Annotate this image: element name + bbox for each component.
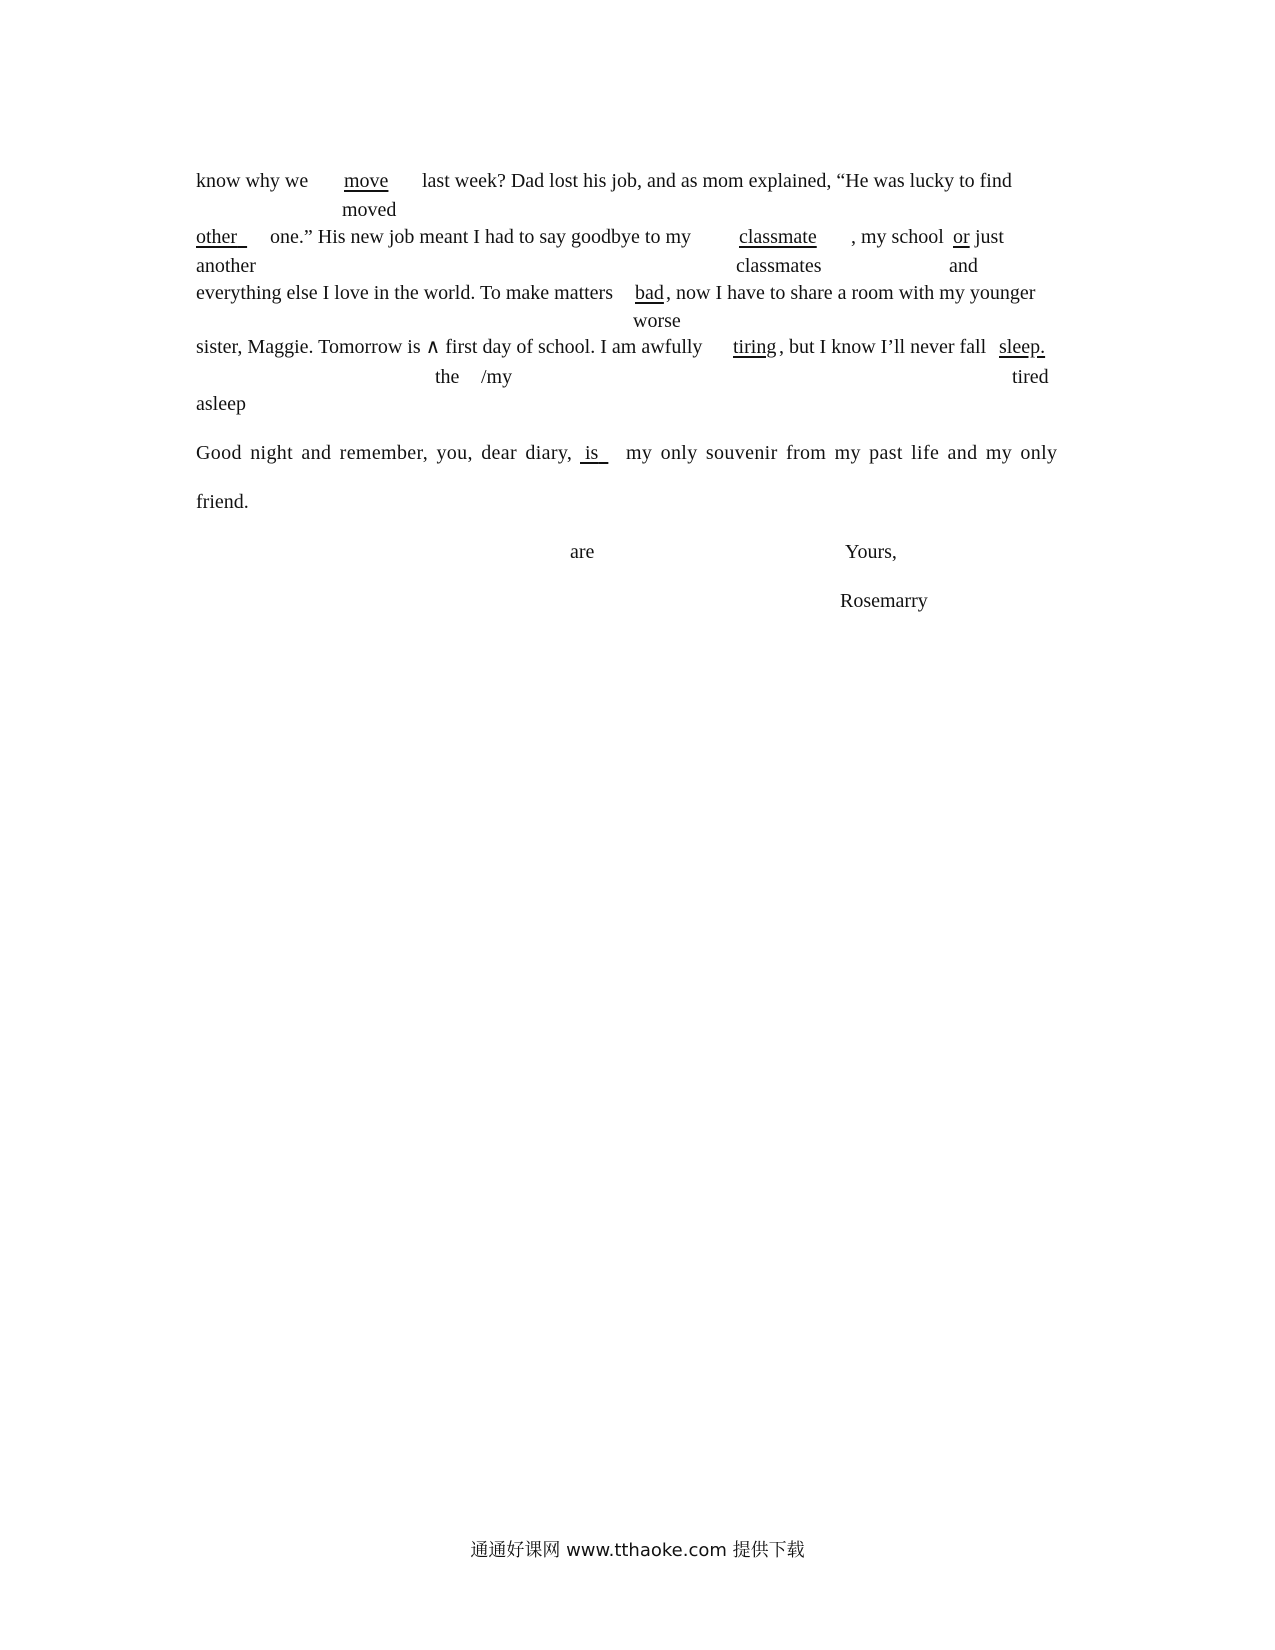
error-word-tiring: tiring	[733, 336, 777, 358]
error-word-bad: bad	[635, 282, 664, 304]
error-word-or: or	[953, 226, 970, 248]
error-word-move: move	[344, 170, 389, 192]
signature: Rosemarry	[840, 590, 928, 612]
correction-classmates: classmates	[736, 255, 822, 277]
correction-are: are	[570, 541, 595, 563]
text-line2-mid: one.” His new job meant I had to say goodbye to my	[270, 226, 692, 248]
correction-the: the	[435, 366, 460, 388]
text-line6: friend.	[196, 491, 249, 513]
text-line4-mid: , but I know I’ll never fall	[779, 336, 987, 358]
correction-moved: moved	[342, 199, 397, 221]
text-line2-school: , my school	[851, 226, 944, 248]
text-line4-start: sister, Maggie. Tomorrow is ∧ first day of school. I am awfully	[196, 336, 703, 358]
error-word-classmate: classmate	[739, 226, 817, 248]
text-line5-end: my only souvenir from my past life and my only	[626, 442, 1058, 464]
correction-my: /my	[481, 366, 513, 388]
correction-another: another	[196, 255, 256, 277]
text-line3-end: , now I have to share a room with my younger	[666, 282, 1036, 304]
correction-asleep: asleep	[196, 393, 246, 415]
text-line1-end: last week? Dad lost his job, and as mom explained, “He was lucky to find	[422, 170, 1012, 192]
error-word-other: other	[196, 226, 238, 248]
text-line1-start: know why we	[196, 170, 309, 192]
correction-tired: tired	[1012, 366, 1049, 388]
text-line5-start: Good night and remember, you, dear diary,	[196, 442, 573, 464]
error-word-is: is	[585, 442, 599, 464]
closing-yours: Yours,	[845, 541, 897, 563]
correction-worse: worse	[633, 310, 681, 332]
text-line2-just: just	[975, 226, 1004, 248]
correction-and: and	[949, 255, 978, 277]
text-line3-start: everything else I love in the world. To make matters	[196, 282, 614, 304]
footer-watermark: 通通好课网 www.tthaoke.com 提供下载	[470, 1540, 805, 1561]
error-word-sleep: sleep.	[999, 336, 1046, 358]
